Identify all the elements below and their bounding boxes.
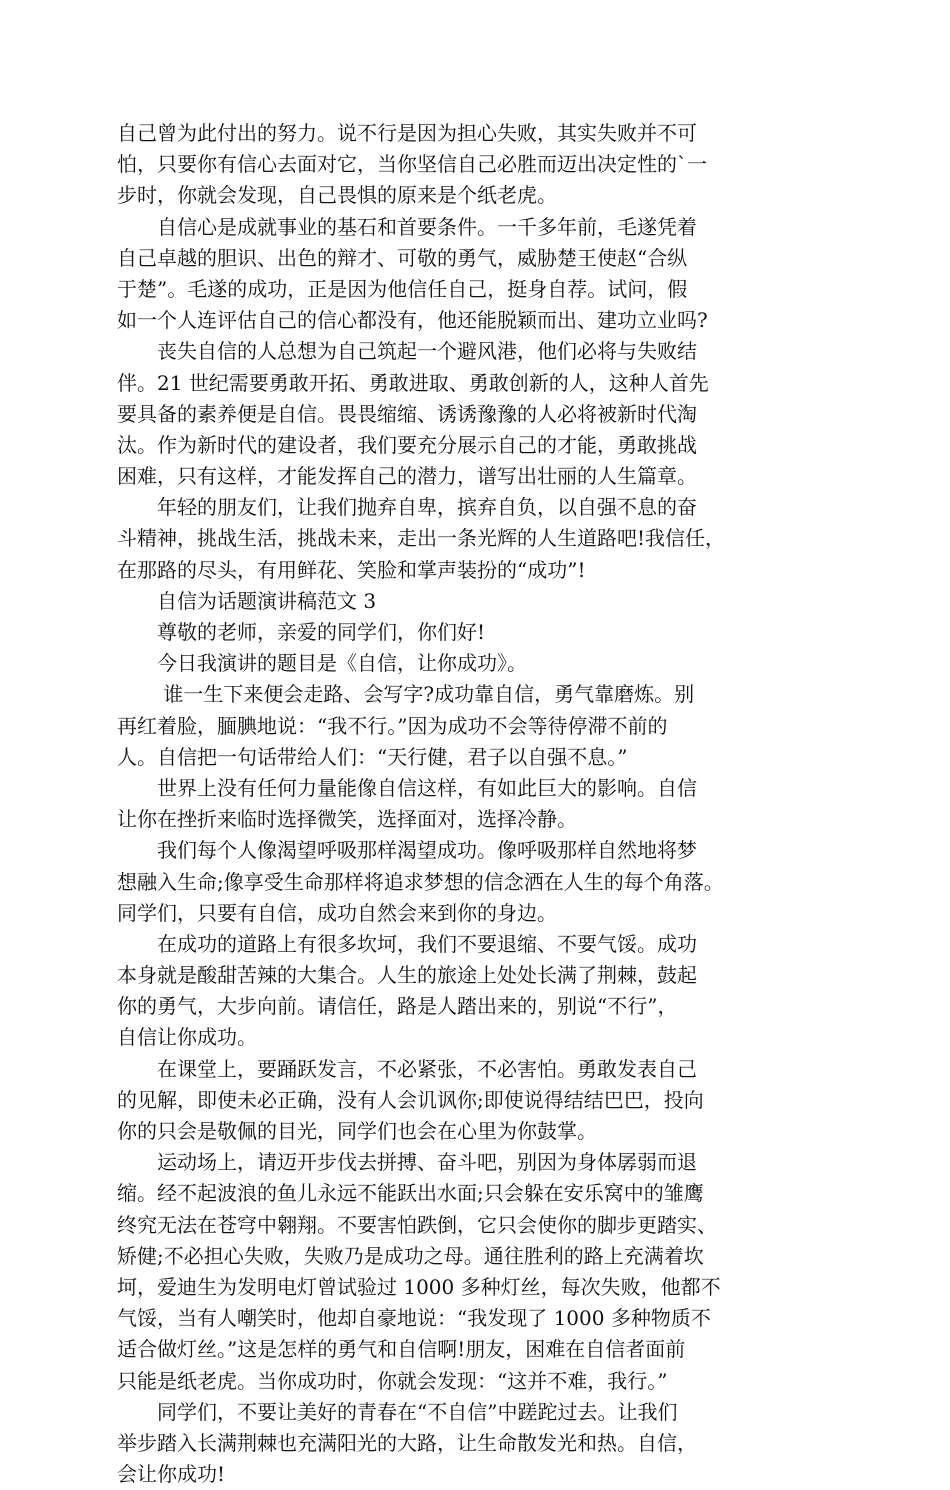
text-line: 终究无法在苍穹中翱翔。不要害怕跌倒，它只会使你的脚步更踏实、 <box>117 1212 717 1237</box>
text-line: 只能是纸老虎。当你成功时，你就会发现：“这并不难，我行。” <box>117 1368 668 1393</box>
text-line: 让你在挫折来临时选择微笑，选择面对，选择冷静。 <box>117 807 577 832</box>
text-line: 在那路的尽头，有用鲜花、笑脸和掌声装扮的“成功”! <box>117 557 586 582</box>
text-line: 要具备的素养便是自信。畏畏缩缩、诱诱豫豫的人必将被新时代淘 <box>117 401 697 426</box>
text-line: 再红着脸，腼腆地说：“我不行。”因为成功不会等待停滞不前的 <box>117 713 668 738</box>
text-line: 同学们，只要有自信，成功自然会来到你的身边。 <box>117 900 557 925</box>
text-line: 困难，只有这样，才能发挥自己的潜力，谱写出壮丽的人生篇章。 <box>117 464 697 489</box>
text-line: 适合做灯丝。”这是怎样的勇气和自信啊!朋友，困难在自信者面前 <box>117 1337 686 1362</box>
text-line: 想融入生命;像享受生命那样将追求梦想的信念洒在人生的每个角落。 <box>117 869 724 894</box>
text-line: 自信心是成就事业的基石和首要条件。一千多年前，毛遂凭着 <box>157 214 697 239</box>
text-line: 缩。经不起波浪的鱼儿永远不能跃出水面;只会躲在安乐窝中的雏鹰 <box>117 1181 704 1206</box>
text-line: 在课堂上，要踊跃发言，不必紧张，不必害怕。勇敢发表自己 <box>157 1056 697 1081</box>
document-body <box>117 118 832 1490</box>
text-line: 斗精神，挑战生活，挑战未来，走出一条光辉的人生道路吧!我信任， <box>117 526 726 551</box>
text-line: 运动场上，请迈开步伐去拼搏、奋斗吧，别因为身体孱弱而退 <box>157 1150 697 1175</box>
text-line: 怕，只要你有信心去面对它，当你坚信自己必胜而迈出决定性的`一 <box>117 152 707 177</box>
text-line: 举步踏入长满荆棘也充满阳光的大路，让生命散发光和热。自信， <box>117 1430 697 1455</box>
text-line: 坷，爱迪生为发明电灯曾试验过 1000 多种灯丝，每次失败，他都不 <box>117 1274 721 1299</box>
text-line: 自己卓越的胆识、出色的辩才、可敬的勇气，威胁楚王使赵“合纵 <box>117 245 688 270</box>
text-line: 会让你成功! <box>117 1462 226 1487</box>
text-line: 今日我演讲的题目是《自信，让你成功》。 <box>157 651 527 676</box>
text-line: 本身就是酸甜苦辣的大集合。人生的旅途上处处长满了荆棘，鼓起 <box>117 963 697 988</box>
text-line: 丧失自信的人总想为自己筑起一个避风港，他们必将与失败结 <box>157 339 697 364</box>
text-line: 如一个人连评估自己的信心都没有，他还能脱颖而出、建功立业吗? <box>117 308 708 333</box>
text-line: 自己曾为此付出的努力。说不行是因为担心失败，其实失败并不可 <box>117 121 697 145</box>
text-line: 我们每个人像渴望呼吸那样渴望成功。像呼吸那样自然地将梦 <box>157 838 697 863</box>
text-line: 气馁，当有人嘲笑时，他却自豪地说：“我发现了 1000 多种物质不 <box>117 1306 711 1331</box>
text-line: 步时，你就会发现，自己畏惧的原来是个纸老虎。 <box>117 183 557 208</box>
text-line: 伴。21 世纪需要勇敢开拓、勇敢进取、勇敢创新的人，这种人首先 <box>117 370 709 395</box>
text-line: 的见解，即使未必正确，没有人会讥讽你;即使说得结结巴巴，投向 <box>117 1087 704 1112</box>
text-line: 矫健;不必担心失败，失败乃是成功之母。通往胜利的路上充满着坎 <box>117 1243 704 1268</box>
text-line: 谁一生下来便会走路、会写字?成功靠自信，勇气靠磨炼。别 <box>157 682 695 707</box>
text-line: 自信让你成功。 <box>117 1025 257 1050</box>
text-line: 尊敬的老师，亲爱的同学们，你们好! <box>157 620 486 644</box>
text-line: 自信为话题演讲稿范文 3 <box>157 588 377 613</box>
text-line: 你的勇气，大步向前。请信任，路是人踏出来的，别说“不行”， <box>117 994 678 1019</box>
text-line: 你的只会是敬佩的目光，同学们也会在心里为你鼓掌。 <box>117 1119 597 1143</box>
text-line: 世界上没有任何力量能像自信这样，有如此巨大的影响。自信 <box>157 775 697 800</box>
text-line: 汰。作为新时代的建设者，我们要充分展示自己的才能，勇敢挑战 <box>117 432 697 457</box>
text-line: 在成功的道路上有很多坎坷，我们不要退缩、不要气馁。成功 <box>157 931 697 956</box>
text-line: 于楚”。毛遂的成功，正是因为他信任自己，挺身自荐。试问，假 <box>117 276 688 301</box>
text-line: 同学们，不要让美好的青春在“不自信”中蹉跎过去。让我们 <box>157 1399 678 1424</box>
text-line: 年轻的朋友们，让我们抛弃自卑，摈弃自负，以自强不息的奋 <box>157 495 697 520</box>
text-line: 人。自信把一句话带给人们：“天行健，君子以自强不息。” <box>117 744 628 769</box>
